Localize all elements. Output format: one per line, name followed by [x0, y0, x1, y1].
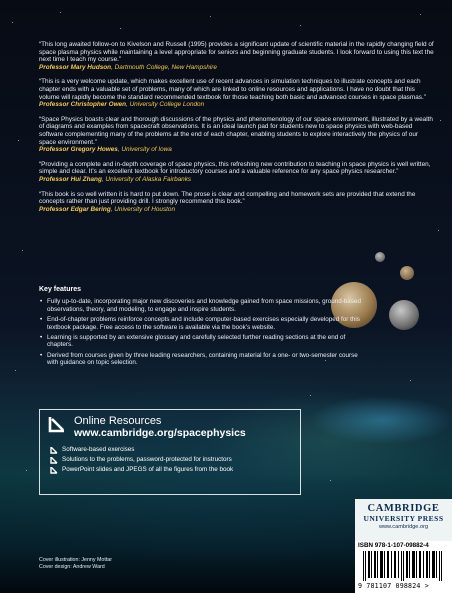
online-resources-header	[40, 410, 300, 439]
quote-affiliation: , Dartmouth College, New Hampshire	[111, 63, 217, 71]
publisher-url[interactable]: www.cambridge.org	[378, 524, 429, 530]
arrow-icon	[50, 446, 58, 454]
small-planet	[400, 266, 414, 280]
barcode-icon	[363, 551, 443, 581]
publisher-logo	[355, 499, 452, 541]
quote-hudson	[39, 41, 435, 71]
quote-affiliation: , University of Houston	[110, 205, 176, 213]
quote-affiliation: , University of Iowa	[117, 146, 172, 154]
cover-credits	[39, 557, 112, 571]
barcode-number: 9 781107 098824 >	[358, 582, 429, 590]
online-resource-item	[50, 455, 300, 465]
online-resources-titles	[74, 415, 246, 439]
isbn-label: ISBN 978-1-107-09882-4	[358, 542, 429, 549]
feature-item: • Learning is supported by an extensive glossary and carefully selected further reading sections at the end of chapters.	[47, 334, 369, 349]
feature-item: • Fully up-to-date, incorporating major new discoveries and knowledge gained from space missions, ground-based observations, theory, and modeling, to engage and inspire students.	[47, 298, 369, 313]
barcode-panel	[355, 541, 452, 593]
online-resource-label: Software-based exercises	[62, 446, 135, 453]
illustration-credit: Cover illustration: Jenny Mottar	[39, 557, 113, 563]
online-resources-title: Online Resources	[74, 415, 162, 427]
arrow-icon	[50, 466, 58, 474]
grey-moon	[389, 300, 419, 330]
quote-author: Professor Hui Zhang	[39, 175, 102, 183]
online-resource-label: Solutions to the problems, password-protected for instructors	[62, 456, 232, 463]
quote-zhang	[39, 161, 435, 184]
small-moon	[375, 252, 385, 262]
key-features-list	[39, 298, 369, 366]
online-resources-list	[50, 445, 300, 475]
quote-author: Professor Edgar Bering	[39, 205, 111, 213]
endorsements	[39, 41, 435, 220]
quote-howes	[39, 116, 435, 154]
publisher-press: UNIVERSITY PRESS	[363, 514, 444, 523]
quote-affiliation: , University College London	[126, 101, 205, 109]
feature-item: • End-of-chapter problems reinforce concepts and include computer-based exercises especially developed for this textbook package. Free access to the software is available via the book’s website.	[47, 316, 369, 331]
quote-owen	[39, 78, 435, 108]
key-features-heading: Key features	[39, 286, 82, 293]
quote-text: “Space Physics boasts clear and thorough discussions of the physics and phenomenology of our space environment, illustrated by a wealth of diagrams and examples from spacecraft observations. It is an ideal launch pad for students new to space physics with web-based software complementing many of the problems at the end of each chapter, enabling students to explore interactively the physics of our space environment.”	[39, 115, 433, 146]
online-resources-box	[39, 409, 301, 495]
arrow-icon	[50, 456, 58, 464]
quote-text: “This long awaited follow-on to Kivelson and Russell (1995) provides a significant update of scientific material in the rapidly changing field of space plasma physics while maintaining a level appropriate for seniors and beginning graduate students. I look forward to using this text the next time I teach my course.”	[39, 41, 434, 64]
quote-text: “Providing a complete and in-depth coverage of space physics, this refreshing new contribution to teaching in space physics is well written, simple and clear. It’s an excellent textbook for introductory courses and a valuable reference for any space physics researcher.”	[39, 160, 431, 176]
arrow-icon	[48, 415, 66, 433]
online-resource-item	[50, 445, 300, 455]
quote-author: Professor Gregory Howes	[39, 146, 118, 154]
quote-author: Professor Christopher Owen	[39, 101, 127, 109]
feature-item: • Derived from courses given by three leading researchers, containing material for a one- or two-semester course with guidance on topic selection.	[47, 352, 369, 367]
online-resources-url[interactable]: www.cambridge.org/spacephysics	[74, 427, 246, 439]
quote-bering	[39, 191, 435, 214]
design-credit: Cover design: Andrew Ward	[39, 564, 105, 570]
key-features	[39, 286, 369, 370]
quote-affiliation: , University of Alaska Fairbanks	[101, 175, 192, 183]
publisher-name: CAMBRIDGE	[367, 503, 440, 514]
quote-author: Professor Mary Hudson	[39, 63, 112, 71]
online-resource-label: PowerPoint slides and JPEGS of all the figures from the book	[62, 466, 234, 473]
quote-text: “This book is so well written it is hard to put down. The prose is clear and compelling and homework sets are provided that extend the concepts rather than just providing drill. I strongly recommend this book.”	[39, 190, 416, 206]
online-resource-item	[50, 465, 300, 475]
quote-text: “This is a very welcome update, which makes excellent use of recent advances in simulation techniques to illustrate concepts and each chapter ends with a valuable set of problems, many of which are linked to online resources and applications. I have no doubt that this volume will rapidly become the standard recommended textbook for those teaching both basic and advanced courses in space plasmas.”	[39, 78, 426, 101]
